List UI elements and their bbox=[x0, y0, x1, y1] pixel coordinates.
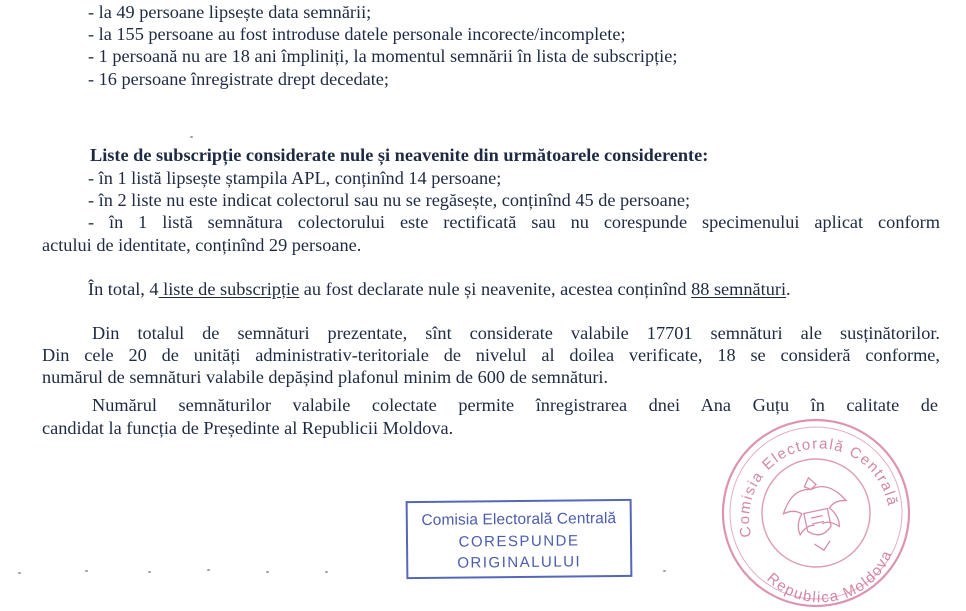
para1-line-2: Din cele 20 de unități administrativ-teritoriale de nivelul al doilea verificate, 18 se consideră conforme, bbox=[42, 345, 940, 365]
para2-line-1: Numărul semnăturilor valabile colectate permite înregistrarea dnei Ana Guțu în calitate de bbox=[92, 395, 938, 415]
scan-speck bbox=[663, 570, 666, 572]
total-paragraph bbox=[88, 278, 791, 300]
scan-speck bbox=[148, 571, 151, 573]
seal-bottom-text: Republica Moldova bbox=[763, 547, 897, 607]
total-prefix: În total, 4 bbox=[88, 279, 159, 299]
scan-speck bbox=[266, 571, 269, 573]
list2-item-1: - în 1 listă lipsește ștampila APL, conținînd 14 persoane; bbox=[88, 168, 502, 188]
stamp-line-2: CORESPUNDE bbox=[458, 532, 580, 551]
total-suffix: . bbox=[786, 279, 791, 299]
scan-speck bbox=[190, 136, 193, 138]
list1-item-4: - 16 persoane înregistrate drept decedate; bbox=[88, 69, 389, 89]
para1-line-3: numărul de semnături valabile depășind plafonul minim de 600 de semnături. bbox=[42, 367, 609, 387]
list1-item-3: - 1 persoană nu are 18 ani împliniți, la momentul semnării în lista de subscripție; bbox=[88, 46, 678, 66]
stamp-line-3: ORIGINALULUI bbox=[457, 553, 582, 572]
section-heading: Liste de subscripție considerate nule și neavenite din următoarele considerente: bbox=[90, 145, 709, 165]
list1-item-1: - la 49 persoane lipsește data semnării; bbox=[88, 2, 372, 22]
list2-item-2: - în 2 liste nu este indicat colectorul sau nu se regăsește, conținînd 45 de persoane; bbox=[88, 190, 691, 210]
seal-top-text: Comisia Electorală Centrală bbox=[736, 435, 902, 539]
round-seal-icon bbox=[718, 415, 914, 611]
para1-line-1: Din totalul de semnături prezentate, sînt considerate valabile 17701 semnături ale susținătorilor. bbox=[92, 323, 940, 343]
scan-speck bbox=[85, 570, 88, 572]
list1-item-2: - la 155 persoane au fost introduse datele personale incorecte/incomplete; bbox=[88, 24, 626, 44]
scan-speck bbox=[207, 569, 210, 571]
total-middle: au fost declarate nule și neavenite, acestea conținînd bbox=[299, 279, 692, 299]
scan-speck bbox=[18, 572, 21, 574]
scan-speck bbox=[325, 571, 328, 573]
list2-item-3-line-1: - în 1 listă semnătura colectorului este rectificată sau nu corespunde specimenului aplicat conform bbox=[88, 212, 940, 232]
total-lists-underlined: liste de subscripție bbox=[158, 279, 300, 299]
list2-item-3-line-2: actului de identitate, conținînd 29 persoane. bbox=[42, 235, 362, 255]
total-signatures-underlined: 88 semnături bbox=[691, 279, 787, 299]
stamp-line-1: Comisia Electorală Centrală bbox=[421, 509, 617, 530]
certified-copy-stamp bbox=[406, 499, 633, 579]
para2-line-2: candidat la funcția de Președinte al Republicii Moldova. bbox=[42, 418, 454, 438]
